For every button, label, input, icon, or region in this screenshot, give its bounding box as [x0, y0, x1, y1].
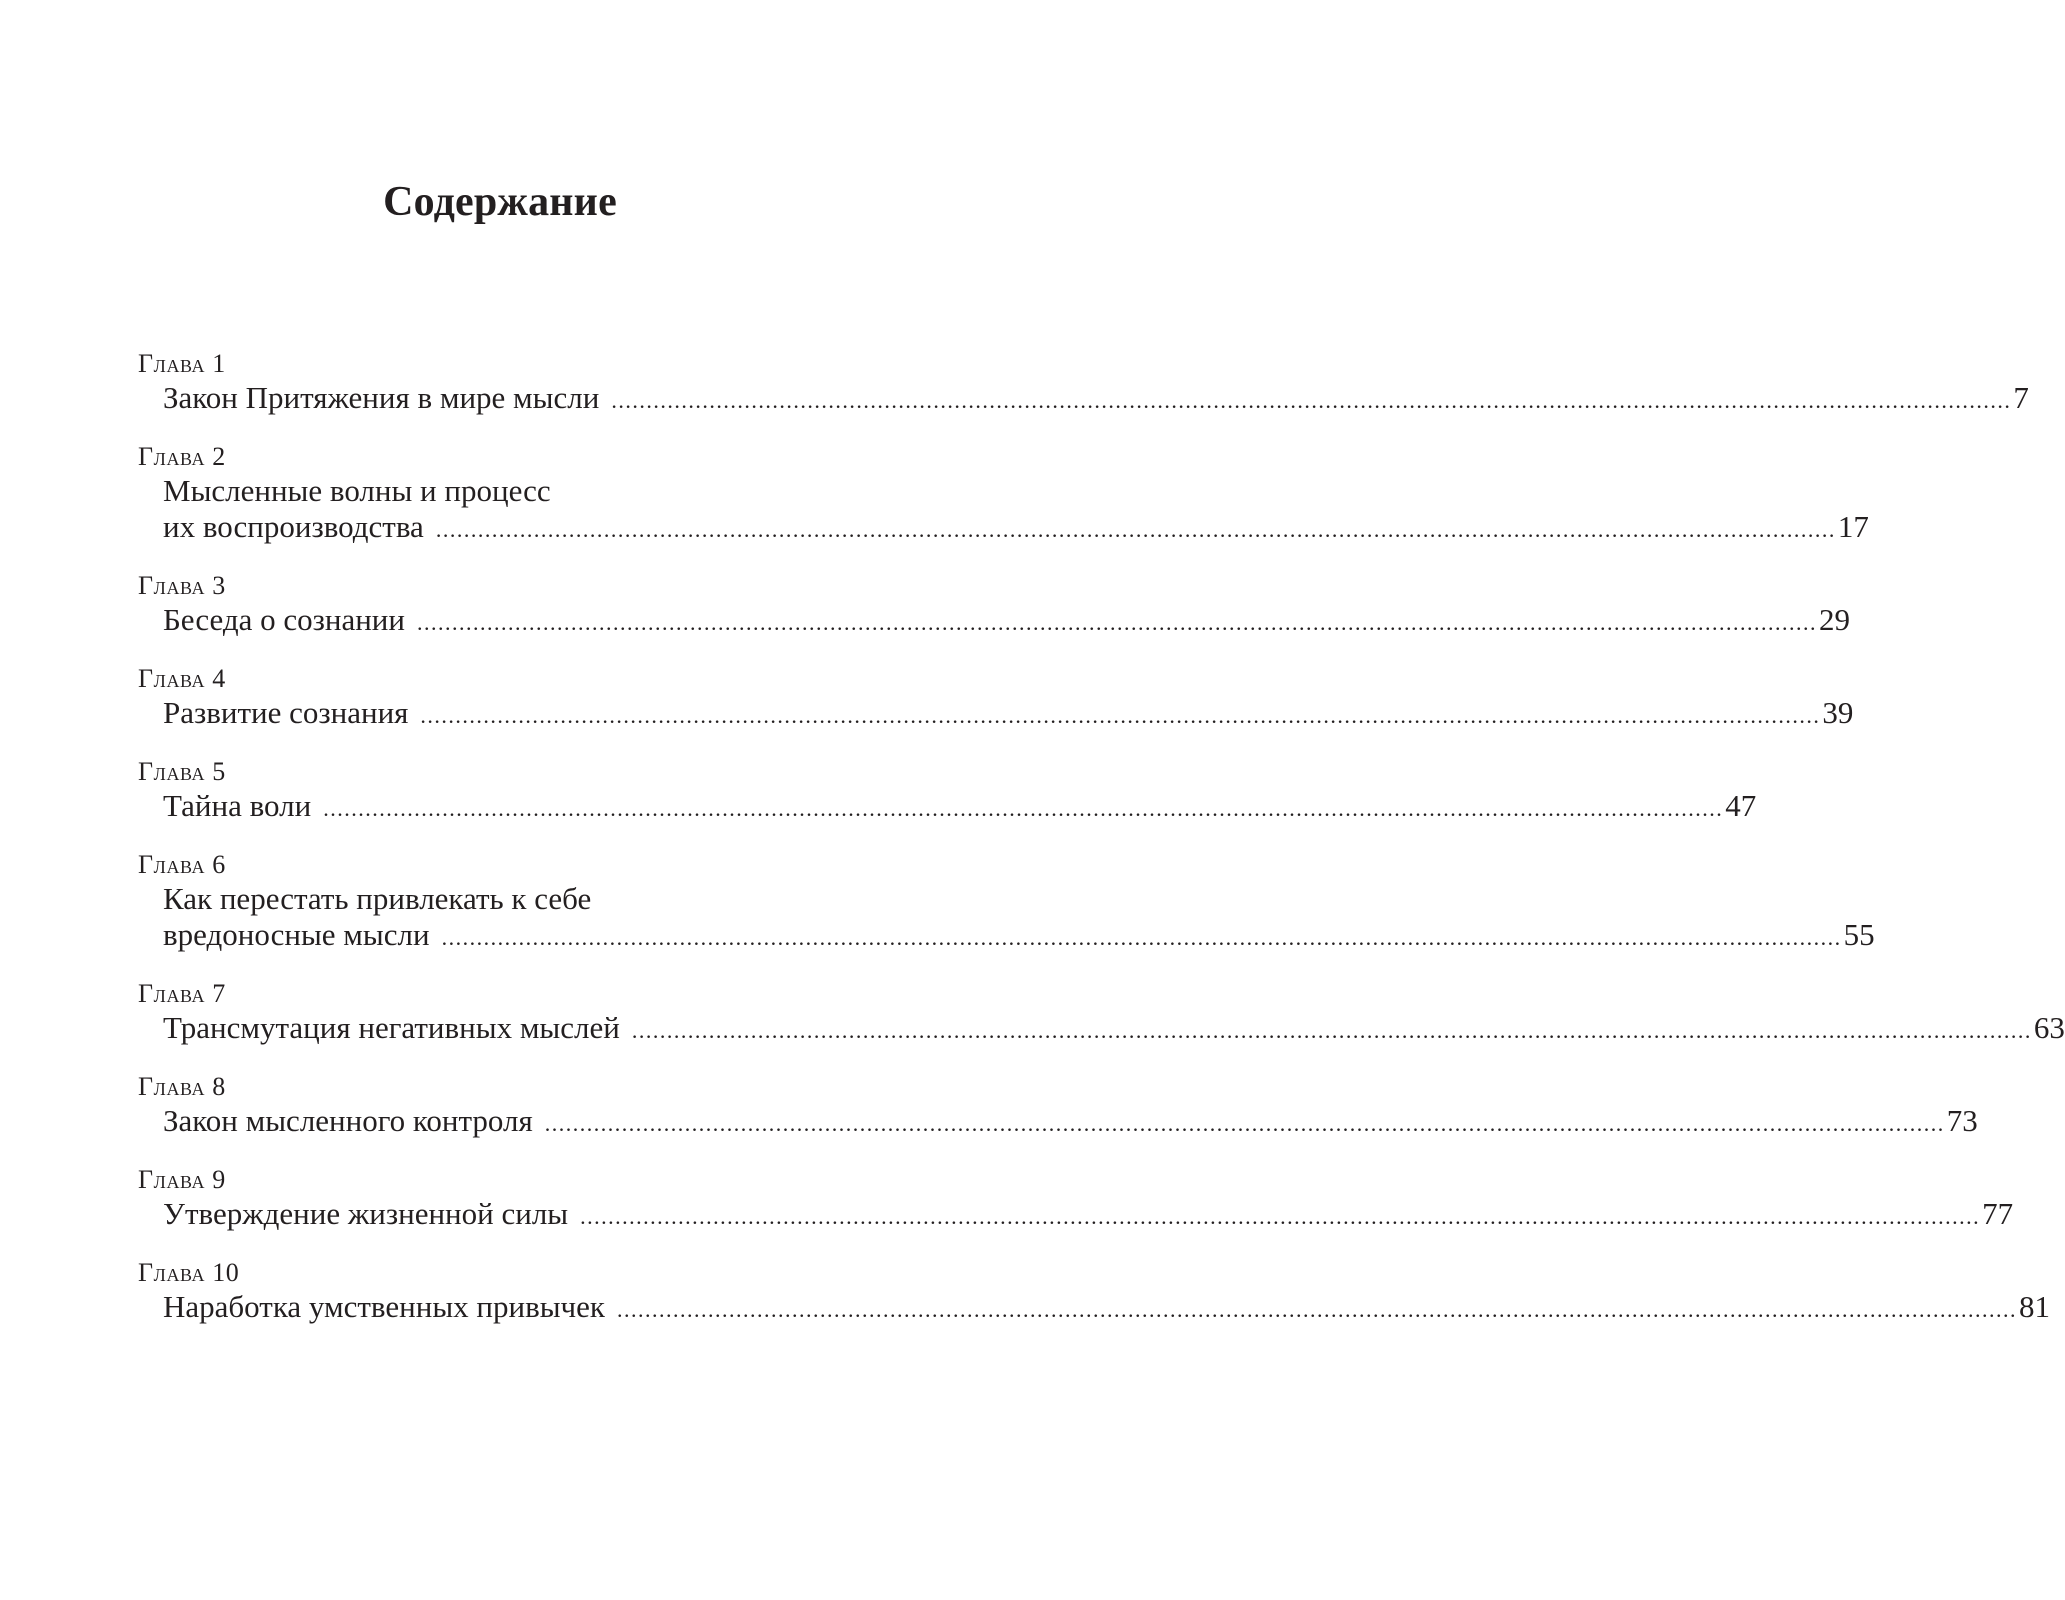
page-number: 55 — [1843, 917, 1875, 952]
chapter-title — [138, 602, 1850, 638]
page-number: 39 — [1822, 695, 1854, 730]
toc-list — [138, 348, 2065, 1350]
toc-entry — [138, 1257, 2050, 1325]
chapter-title — [138, 788, 1757, 824]
chapter-title-text: Тайна воли — [163, 788, 312, 823]
page-number: 63 — [2033, 1010, 2065, 1045]
toc-entry — [138, 570, 1850, 638]
dot-leader: ........................................................................................................................................................................................................ — [580, 1204, 1981, 1229]
chapter-title — [138, 695, 1854, 731]
toc-entry — [138, 1071, 1978, 1139]
chapter-title-line — [163, 1103, 1978, 1139]
chapter-title-text: Мысленные волны и процесс — [163, 473, 551, 508]
chapter-label: Глава 4 — [138, 664, 226, 693]
toc-entry — [138, 756, 1757, 824]
chapter-title-text: Трансмутация негативных мыслей — [163, 1010, 620, 1045]
page-number: 17 — [1837, 509, 1869, 544]
chapter-label: Глава 8 — [138, 1072, 226, 1101]
page-number: 47 — [1725, 788, 1757, 823]
chapter-title-line — [163, 473, 878, 509]
page-number: 77 — [1982, 1196, 2014, 1231]
chapter-title-text: Утверждение жизненной силы — [163, 1196, 569, 1231]
chapter-title — [138, 380, 2029, 416]
chapter-title-text: Закон мысленного контроля — [163, 1103, 533, 1138]
chapter-label: Глава 10 — [138, 1258, 240, 1287]
chapter-title-line — [163, 788, 1757, 824]
chapter-label: Глава 2 — [138, 442, 226, 471]
dot-leader: ........................................................................................................................................................................................................ — [544, 1111, 1945, 1136]
dot-leader: ........................................................................................................................................................................................................ — [631, 1018, 2032, 1043]
page-number: 7 — [2013, 380, 2029, 415]
chapter-title-line — [163, 917, 1875, 953]
chapter-label: Глава 7 — [138, 979, 226, 1008]
chapter-title-line — [163, 1196, 2014, 1232]
chapter-title-line — [163, 881, 878, 917]
chapter-title-text: Беседа о сознании — [163, 602, 405, 637]
chapter-title-text: их воспроизводства — [163, 509, 424, 544]
chapter-title-text: Закон Притяжения в мире мысли — [163, 380, 600, 415]
page-number: 29 — [1818, 602, 1850, 637]
chapter-label: Глава 9 — [138, 1165, 226, 1194]
chapter-title — [138, 1010, 2065, 1046]
chapter-title-line — [163, 509, 1869, 545]
dot-leader: ........................................................................................................................................................................................................ — [441, 925, 1842, 950]
chapter-title-line — [163, 380, 2029, 416]
chapter-title-line — [163, 602, 1850, 638]
dot-leader: ........................................................................................................................................................................................................ — [611, 388, 2012, 413]
chapter-title-text: Как перестать привлекать к себе — [163, 881, 592, 916]
chapter-label: Глава 1 — [138, 349, 226, 378]
chapter-title — [138, 1103, 1978, 1139]
chapter-title — [138, 473, 1869, 545]
chapter-title — [138, 1196, 2014, 1232]
dot-leader: ........................................................................................................................................................................................................ — [323, 796, 1724, 821]
toc-entry — [138, 441, 1869, 545]
chapter-title-line — [163, 1010, 2065, 1046]
page-title: Содержание — [383, 179, 617, 225]
toc-entry — [138, 849, 1875, 953]
dot-leader: ........................................................................................................................................................................................................ — [416, 610, 1817, 635]
chapter-label: Глава 5 — [138, 757, 226, 786]
chapter-title-line — [163, 695, 1854, 731]
chapter-label: Глава 3 — [138, 571, 226, 600]
chapter-label: Глава 6 — [138, 850, 226, 879]
chapter-title-line — [163, 1289, 2050, 1325]
toc-entry — [138, 1164, 2014, 1232]
toc-entry — [138, 978, 2065, 1046]
chapter-title-text: Наработка умственных привычек — [163, 1289, 605, 1324]
dot-leader: ........................................................................................................................................................................................................ — [616, 1297, 2017, 1322]
page-number: 81 — [2018, 1289, 2050, 1324]
dot-leader: ........................................................................................................................................................................................................ — [420, 703, 1821, 728]
chapter-title-text: Развитие сознания — [163, 695, 409, 730]
chapter-title-text: вредоносные мысли — [163, 917, 430, 952]
chapter-title — [138, 881, 1875, 953]
toc-entry — [138, 663, 1854, 731]
dot-leader: ........................................................................................................................................................................................................ — [435, 517, 1836, 542]
chapter-title — [138, 1289, 2050, 1325]
toc-entry — [138, 348, 2029, 416]
page-number: 73 — [1946, 1103, 1978, 1138]
